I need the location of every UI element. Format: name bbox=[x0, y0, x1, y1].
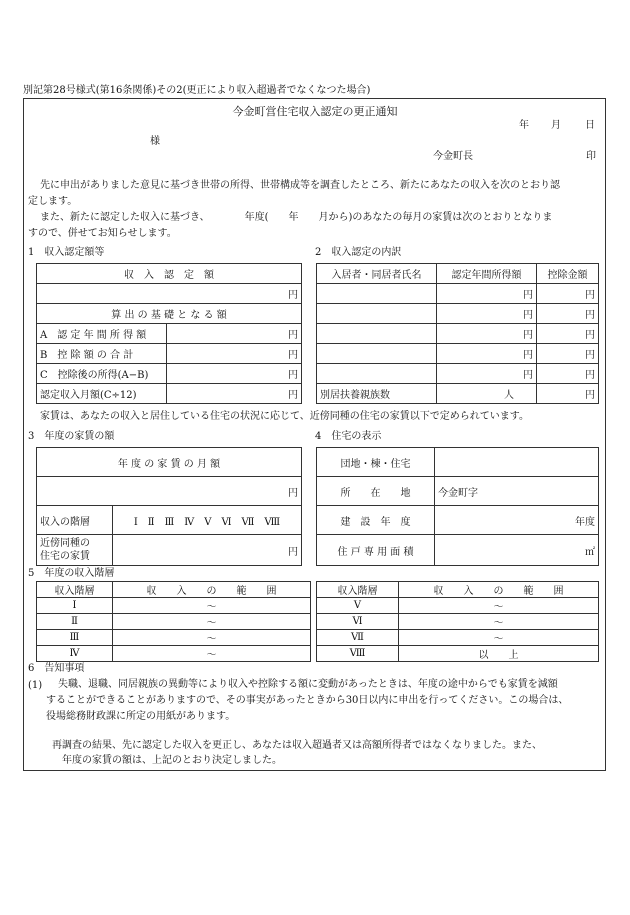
resident-income-cell[interactable]: 円 bbox=[437, 344, 537, 364]
section4-heading: 4 住宅の表示 bbox=[315, 431, 382, 442]
location-value[interactable]: 今金町字 bbox=[435, 477, 599, 506]
income-class-col-header: 収入階層 bbox=[317, 582, 399, 598]
issuer-name: 今金町長 bbox=[433, 151, 473, 162]
resident-income-cell[interactable]: 円 bbox=[437, 324, 537, 344]
income-class-cell: Ⅳ bbox=[37, 646, 113, 662]
table-row bbox=[317, 324, 599, 344]
calculation-basis-header: 算 出 の 基 礎 と な る 額 bbox=[37, 304, 302, 324]
deduction-amount-header: 控除金額 bbox=[537, 264, 599, 284]
income-breakdown-table bbox=[316, 263, 599, 404]
income-class-cell: Ⅷ bbox=[317, 646, 399, 662]
form-number-note: 別記第28号様式(第16条関係)その2(更正により収入超過者でなくなつた場合) bbox=[23, 85, 371, 96]
table-row bbox=[317, 614, 599, 630]
resident-name-cell[interactable] bbox=[317, 304, 437, 324]
notice-item-number: (1) bbox=[28, 680, 43, 691]
resident-name-header: 入居者・同居者氏名 bbox=[317, 264, 437, 284]
resident-deduction-cell[interactable]: 円 bbox=[537, 364, 599, 384]
monthly-rent-value[interactable]: 円 bbox=[37, 477, 302, 506]
date-day-label: 日 bbox=[585, 120, 595, 131]
document-title: 今金町営住宅収入認定の更正通知 bbox=[232, 105, 398, 118]
annual-income-value[interactable]: 円 bbox=[167, 324, 302, 344]
income-recognition-amount[interactable]: 円 bbox=[37, 284, 302, 304]
construction-year-label: 建 設 年 度 bbox=[317, 506, 435, 535]
dependents-count[interactable]: 人 bbox=[437, 384, 537, 404]
resident-name-cell[interactable] bbox=[317, 364, 437, 384]
floor-area-label: 住 戸 専 用 面 積 bbox=[317, 535, 435, 566]
housing-table bbox=[316, 447, 599, 566]
income-range-cell[interactable]: 〜 bbox=[399, 614, 599, 630]
income-class-col-header: 収入階層 bbox=[37, 582, 113, 598]
resident-income-cell[interactable]: 円 bbox=[437, 364, 537, 384]
intro-p2-line2: すので、併せてお知らせします。 bbox=[28, 228, 177, 239]
intro-p2-line1: また、新たに認定した収入に基づき、 年度( 年 月から)のあなたの毎月の家賃は次のとおりとなりま bbox=[40, 212, 553, 223]
income-recognition-table bbox=[36, 263, 302, 404]
income-range-cell[interactable]: 〜 bbox=[113, 614, 311, 630]
housing-complex-value[interactable] bbox=[435, 448, 599, 477]
income-range-col-header: 収 入 の 範 囲 bbox=[113, 582, 311, 598]
income-class-table-right bbox=[316, 581, 599, 662]
income-recognition-header: 収 入 認 定 額 bbox=[37, 264, 302, 284]
resident-income-cell[interactable]: 円 bbox=[437, 284, 537, 304]
resident-name-cell[interactable] bbox=[317, 284, 437, 304]
income-range-col-header: 収 入 の 範 囲 bbox=[399, 582, 599, 598]
income-class-cell: Ⅶ bbox=[317, 630, 399, 646]
income-class-cell: Ⅵ bbox=[317, 614, 399, 630]
date-year-label: 年 bbox=[519, 120, 529, 131]
annual-income-label: A 認 定 年 間 所 得 額 bbox=[37, 324, 167, 344]
closing-line2: 年度の家賃の額は、上記のとおり決定しました。 bbox=[62, 755, 282, 766]
income-after-deduction-label: C 控除後の所得(A−B) bbox=[37, 364, 167, 384]
dependents-label: 別居扶養親族数 bbox=[317, 384, 437, 404]
section2-heading: 2 収入認定の内訳 bbox=[315, 247, 402, 258]
annual-income-header: 認定年間所得額 bbox=[437, 264, 537, 284]
income-after-deduction-value[interactable]: 円 bbox=[167, 364, 302, 384]
income-range-cell[interactable]: 〜 bbox=[113, 646, 311, 662]
income-range-cell[interactable]: 〜 bbox=[113, 630, 311, 646]
resident-deduction-cell[interactable]: 円 bbox=[537, 344, 599, 364]
table-row bbox=[37, 614, 311, 630]
table-row bbox=[317, 646, 599, 662]
section6-heading: 6 告知事項 bbox=[28, 663, 85, 674]
section1-heading: 1 収入認定額等 bbox=[28, 247, 105, 258]
table-row bbox=[37, 646, 311, 662]
resident-name-cell[interactable] bbox=[317, 324, 437, 344]
deduction-total-value[interactable]: 円 bbox=[167, 344, 302, 364]
income-class-table-left bbox=[36, 581, 311, 662]
notice-line2: することができることがありますので、その事実があったときから30日以内に申出を行ってください。この場合は、 bbox=[46, 695, 569, 706]
income-range-cell[interactable]: 〜 bbox=[399, 630, 599, 646]
monthly-income-value[interactable]: 円 bbox=[167, 384, 302, 404]
table-row bbox=[317, 344, 599, 364]
rent-table bbox=[36, 447, 302, 566]
construction-year-value[interactable]: 年度 bbox=[435, 506, 599, 535]
intro-p1-line2: 定します。 bbox=[28, 196, 78, 207]
date-month-label: 月 bbox=[551, 120, 561, 131]
monthly-income-label: 認定収入月額(C÷12) bbox=[37, 384, 167, 404]
resident-deduction-cell[interactable]: 円 bbox=[537, 284, 599, 304]
table-row bbox=[37, 630, 311, 646]
nearby-rent-label-line2: 住宅の家賃 bbox=[40, 551, 90, 562]
deduction-total-label: B 控 除 額 の 合 計 bbox=[37, 344, 167, 364]
section3-heading: 3 年度の家賃の額 bbox=[28, 431, 115, 442]
income-range-cell[interactable]: 以 上 bbox=[399, 646, 599, 662]
income-class-cell: Ⅱ bbox=[37, 614, 113, 630]
table-row bbox=[317, 284, 599, 304]
dependents-deduction[interactable]: 円 bbox=[537, 384, 599, 404]
income-class-cell: Ⅲ bbox=[37, 630, 113, 646]
intro-p1-line1: 先に申出がありました意見に基づき世帯の所得、世帯構成等を調査したところ、新たにあなたの収入を次のとおり認 bbox=[40, 180, 560, 191]
nearby-rent-label bbox=[37, 535, 113, 566]
seal-mark: 印 bbox=[586, 151, 596, 162]
resident-deduction-cell[interactable]: 円 bbox=[537, 304, 599, 324]
resident-name-cell[interactable] bbox=[317, 344, 437, 364]
income-range-cell[interactable]: 〜 bbox=[399, 598, 599, 614]
housing-complex-label: 団地・棟・住宅 bbox=[317, 448, 435, 477]
table-row bbox=[317, 304, 599, 324]
monthly-rent-header: 年 度 の 家 賃 の 月 額 bbox=[37, 448, 302, 477]
nearby-rent-value[interactable]: 円 bbox=[113, 535, 302, 566]
closing-line1: 再調査の結果、先に認定した収入を更正し、あなたは収入超過者又は高額所得者ではなくなりました。また、 bbox=[52, 740, 542, 751]
income-class-options[interactable]: Ⅰ Ⅱ Ⅲ Ⅳ Ⅴ Ⅵ Ⅶ Ⅷ bbox=[113, 506, 302, 535]
table-row bbox=[317, 630, 599, 646]
income-class-cell: Ⅴ bbox=[317, 598, 399, 614]
income-range-cell[interactable]: 〜 bbox=[113, 598, 311, 614]
section5-heading: 5 年度の収入階層 bbox=[28, 568, 115, 579]
resident-deduction-cell[interactable]: 円 bbox=[537, 324, 599, 344]
table-row bbox=[317, 364, 599, 384]
income-class-label: 収入の階層 bbox=[37, 506, 113, 535]
notice-line1: 失職、退職、同居親族の異動等により収入や控除する額に変動があったときは、年度の途中からでも家賃を減額 bbox=[58, 679, 558, 690]
floor-area-value[interactable]: ㎡ bbox=[435, 535, 599, 566]
resident-income-cell[interactable]: 円 bbox=[437, 304, 537, 324]
rent-determination-note: 家賃は、あなたの収入と居住している住宅の状況に応じて、近傍同種の住宅の家賃以下で定められています。 bbox=[40, 411, 529, 422]
nearby-rent-label-line1: 近傍同種の bbox=[40, 538, 90, 549]
table-row bbox=[317, 598, 599, 614]
addressee-suffix: 様 bbox=[150, 136, 160, 147]
income-class-cell: Ⅰ bbox=[37, 598, 113, 614]
notice-line3: 役場総務財政課に所定の用紙があります。 bbox=[46, 711, 236, 722]
table-row bbox=[37, 598, 311, 614]
location-label: 所 在 地 bbox=[317, 477, 435, 506]
